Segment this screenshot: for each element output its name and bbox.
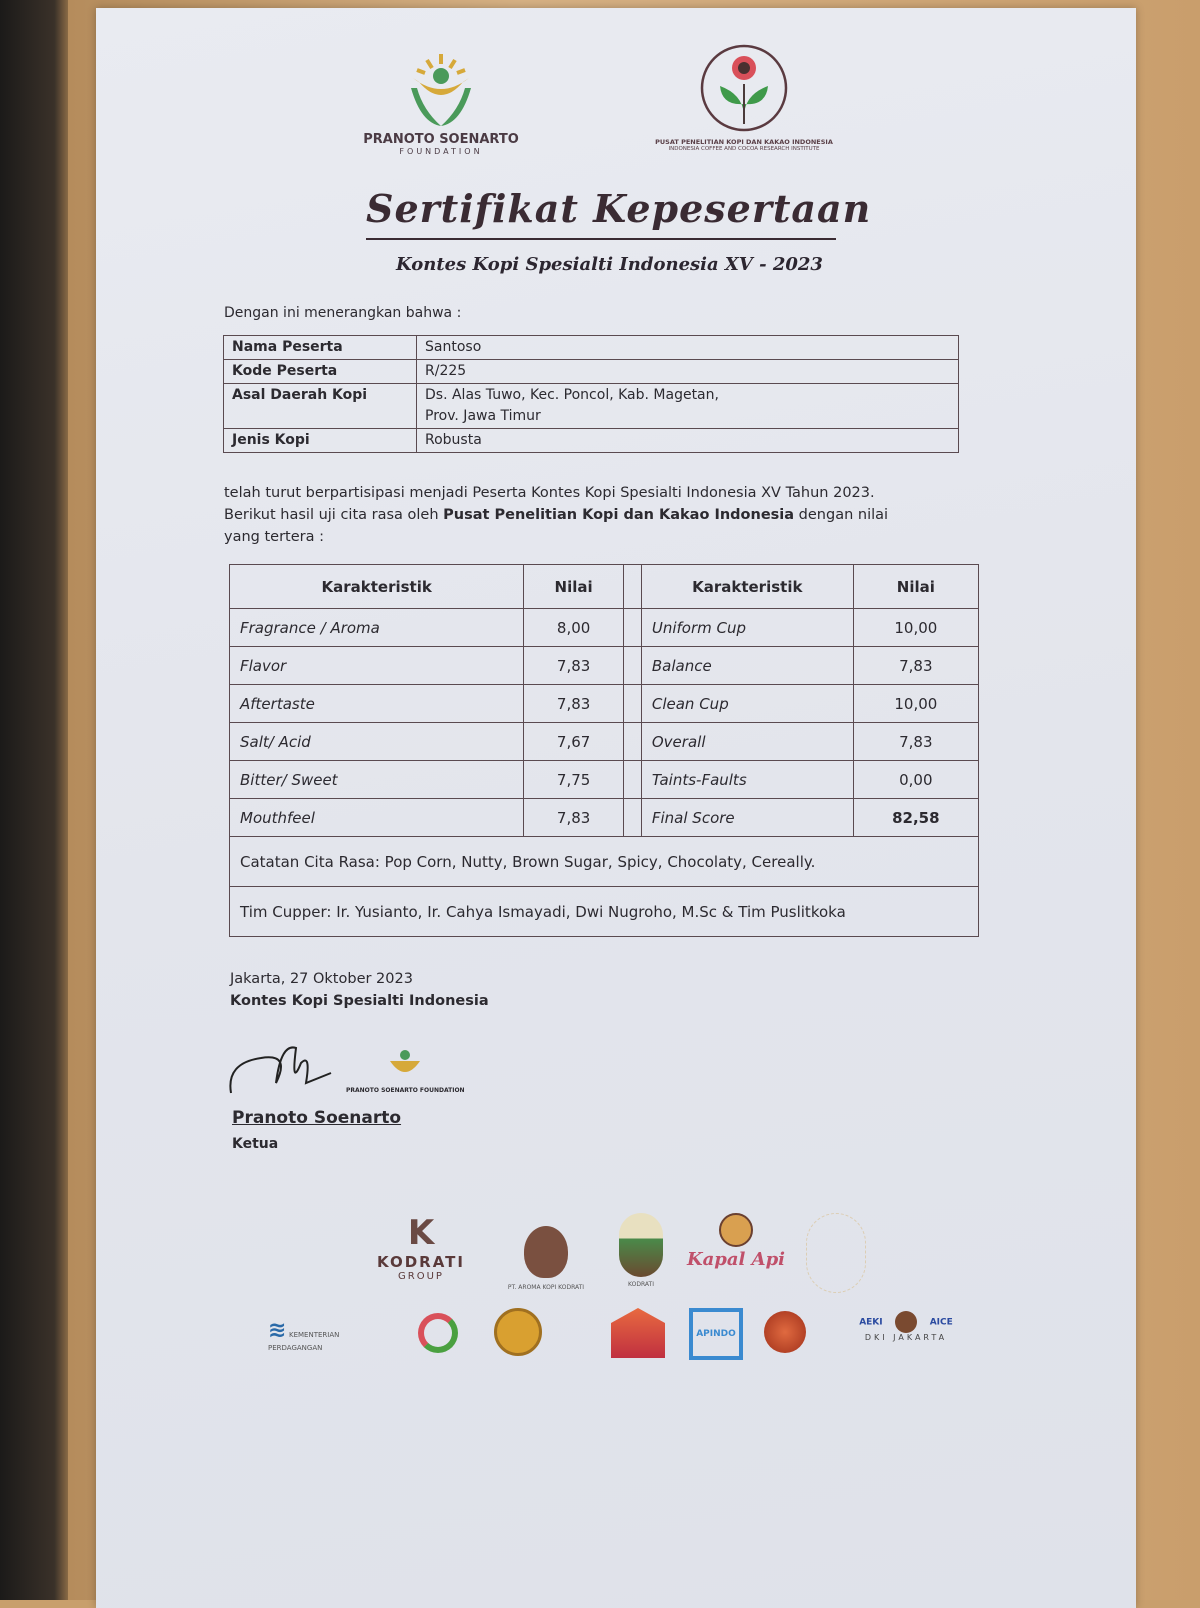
- intro-text: Dengan ini menerangkan bahwa :: [224, 305, 462, 321]
- characteristic: Clean Cup: [641, 685, 853, 723]
- participant-table: [223, 335, 959, 453]
- table-row: [230, 723, 979, 761]
- score-table: Karakteristik Nilai Karakteristik Nilai Fragrance / Aroma 8,00 Uniform Cup 10,00 Flavor 7,83 Balance 7,83 Aftertaste 7,83 Clean Cup 10,00 Salt/ Acid 7,67 Overall 7,83 Bitter/ Sweet 7,75 Taints-Faults 0,00 Mouthfeel 7,83 Final Score 82,58 Catatan Cita Rasa: Pop Corn, Nutty, Brown Sugar, Spicy, Chocolaty, Cereally. Tim Cupper: Ir. Yusianto, Ir. Cahya Ismayadi, Dwi Nugroho, M.Sc & Tim Puslitkoka: [229, 564, 979, 937]
- characteristic: Fragrance / Aroma: [230, 609, 524, 647]
- table-row: Asal Daerah Kopi Ds. Alas Tuwo, Kec. Poncol, Kab. Magetan, Prov. Jawa Timur: [224, 384, 959, 429]
- kapal-api-logo: Kapal Api: [686, 1213, 786, 1270]
- table-row: Nama Peserta Santoso: [224, 336, 959, 360]
- apindo-logo: APINDO: [689, 1308, 743, 1360]
- score: 82,58: [853, 799, 978, 837]
- foundation-stamp: PRANOTO SOENARTO FOUNDATION: [346, 1043, 465, 1094]
- score: 7,75: [524, 761, 624, 799]
- table-row: Jenis Kopi Robusta: [224, 429, 959, 453]
- score: 7,83: [853, 723, 978, 761]
- characteristic: Flavor: [230, 647, 524, 685]
- kodrati-group-logo: K KODRATI GROUP: [377, 1213, 465, 1282]
- score: 7,83: [524, 685, 624, 723]
- score: 7,83: [853, 647, 978, 685]
- signer-name: Pranoto Soenarto: [232, 1108, 402, 1128]
- table-row: [230, 647, 979, 685]
- characteristic: Bitter/ Sweet: [230, 761, 524, 799]
- title-underline: [366, 238, 836, 240]
- characteristic: Aftertaste: [230, 685, 524, 723]
- aroma-kopi-logo: PT. AROMA KOPI KODRATI: [491, 1208, 601, 1291]
- characteristic: Overall: [641, 723, 853, 761]
- score: 10,00: [853, 609, 978, 647]
- desk-edge: [0, 0, 68, 1600]
- organizer: Kontes Kopi Spesialti Indonesia: [230, 993, 489, 1009]
- aeki-aice-logo: AEKI AICE DKI JAKARTA: [831, 1311, 981, 1342]
- institute-logo: PUSAT PENELITIAN KOPI DAN KAKAO INDONESIA INDONESIA COFFEE AND COCOA RESEARCH INSTITUTE: [644, 44, 844, 152]
- characteristic: Taints-Faults: [641, 761, 853, 799]
- body-text: telah turut berpartisipasi menjadi Peserta Kontes Kopi Spesialti Indonesia XV Tahun 2023. Berikut hasil uji cita rasa oleh Pusat Penelitian Kopi dan Kakao Indonesia dengan nilai yang tertera :: [224, 485, 889, 545]
- characteristic: Uniform Cup: [641, 609, 853, 647]
- sponsor-seal-logo: [494, 1308, 542, 1356]
- sponsor-logo: [418, 1313, 458, 1353]
- table-row: [230, 761, 979, 799]
- score: 8,00: [524, 609, 624, 647]
- solotco-logo: [806, 1213, 866, 1293]
- characteristic: Balance: [641, 647, 853, 685]
- score: 7,83: [524, 799, 624, 837]
- place-date: Jakarta, 27 Oktober 2023: [230, 971, 413, 987]
- sponsor-crest-logo: [611, 1308, 665, 1358]
- score: 7,83: [524, 647, 624, 685]
- kodrati-logo: KODRATI: [611, 1213, 671, 1288]
- score: 7,67: [524, 723, 624, 761]
- kemendag-logo: ≋ KEMENTERIAN PERDAGANGAN: [268, 1318, 340, 1352]
- foundation-logo: PRANOTO SOENARTO FOUNDATION: [351, 48, 531, 156]
- sponsor-ball-logo: [764, 1311, 806, 1353]
- signer-role: Ketua: [232, 1136, 279, 1152]
- table-row: [230, 799, 979, 837]
- score: 10,00: [853, 685, 978, 723]
- characteristic: Mouthfeel: [230, 799, 524, 837]
- table-row: [230, 685, 979, 723]
- certificate: [96, 8, 1136, 1608]
- cupper-team: Tim Cupper: Ir. Yusianto, Ir. Cahya Ismayadi, Dwi Nugroho, M.Sc & Tim Puslitkoka: [230, 887, 979, 937]
- signature: [221, 1033, 351, 1117]
- characteristic: Salt/ Acid: [230, 723, 524, 761]
- score: 0,00: [853, 761, 978, 799]
- certificate-subtitle: Kontes Kopi Spesialti Indonesia XV - 2023: [396, 254, 823, 275]
- table-row: [230, 609, 979, 647]
- certificate-title: Sertifikat Kepesertaan: [366, 186, 872, 231]
- table-row: Kode Peserta R/225: [224, 360, 959, 384]
- flavor-notes: Catatan Cita Rasa: Pop Corn, Nutty, Brown Sugar, Spicy, Chocolaty, Cereally.: [230, 837, 979, 887]
- characteristic: Final Score: [641, 799, 853, 837]
